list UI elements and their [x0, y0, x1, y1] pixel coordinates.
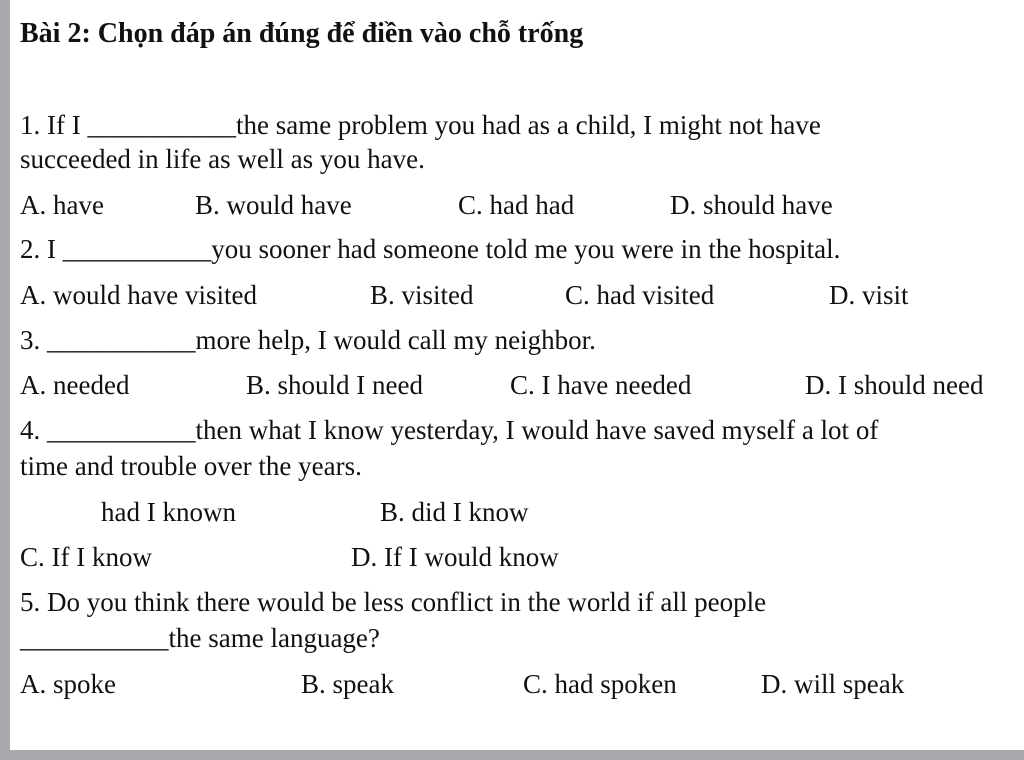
- question-5-option-c: C. had spoken: [523, 669, 677, 699]
- question-4-text-line-1: 4. ___________then what I know yesterday, I would have saved myself a lot of: [20, 415, 879, 445]
- question-2-option-c: C. had visited: [565, 280, 715, 310]
- question-4-text-line-2: time and trouble over the years.: [20, 451, 362, 481]
- question-3-option-b: B. should I need: [246, 370, 423, 400]
- question-5-text-line-2: ___________the same language?: [20, 623, 380, 653]
- question-3-text-line-1: 3. ___________more help, I would call my neighbor.: [20, 325, 596, 355]
- question-3-option-c: C. I have needed: [510, 370, 692, 400]
- question-2-option-b: B. visited: [370, 280, 474, 310]
- question-1-option-c: C. had had: [458, 190, 575, 220]
- question-4-option-c: C. If I know: [20, 542, 152, 572]
- question-5-text-line-1: 5. Do you think there would be less conflict in the world if all people: [20, 587, 767, 617]
- question-4-option-b: B. did I know: [380, 497, 529, 527]
- question-1-text-line-2: succeeded in life as well as you have.: [20, 144, 425, 174]
- exercise-title: Bài 2: Chọn đáp án đúng để điền vào chỗ trống: [20, 18, 584, 49]
- question-4-option-d: D. If I would know: [351, 542, 559, 572]
- question-3-option-d: D. I should need: [805, 370, 984, 400]
- question-5-option-d: D. will speak: [761, 669, 905, 699]
- question-5-option-a: A. spoke: [20, 669, 116, 699]
- question-1-option-d: D. should have: [670, 190, 833, 220]
- question-1-option-a: A. have: [20, 190, 104, 220]
- question-4-option-a: had I known: [101, 497, 236, 527]
- question-2-text-line-1: 2. I ___________you sooner had someone told me you were in the hospital.: [20, 234, 841, 264]
- question-1-text-line-1: 1. If I ___________the same problem you had as a child, I might not have: [20, 110, 821, 140]
- question-3-option-a: A. needed: [20, 370, 130, 400]
- worksheet-page: [10, 0, 1024, 750]
- question-1-option-b: B. would have: [195, 190, 352, 220]
- question-2-option-a: A. would have visited: [20, 280, 257, 310]
- question-5-option-b: B. speak: [301, 669, 394, 699]
- question-2-option-d: D. visit: [829, 280, 909, 310]
